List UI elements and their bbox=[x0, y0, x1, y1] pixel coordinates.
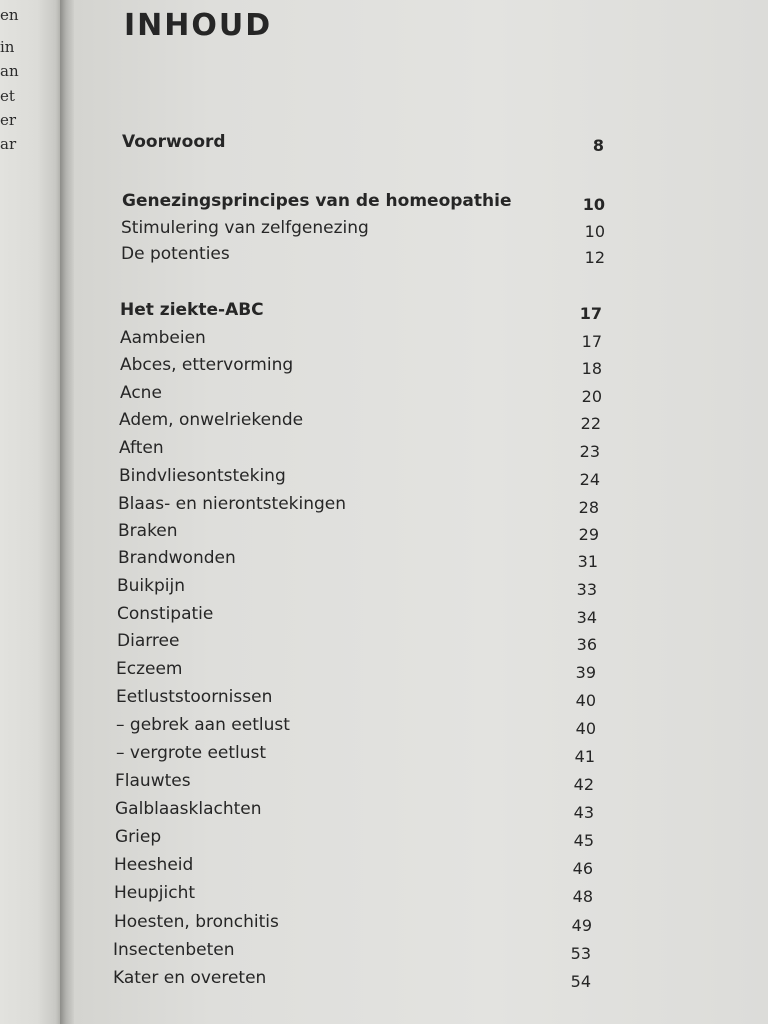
toc-entry bbox=[117, 604, 597, 628]
left-page-text-fragment: in bbox=[0, 38, 15, 56]
toc-entry bbox=[121, 218, 605, 242]
toc-entry-title: Heupjicht bbox=[114, 883, 196, 903]
page-title: INHOUD bbox=[124, 8, 273, 43]
toc-entry bbox=[113, 940, 591, 964]
book-gutter bbox=[60, 0, 74, 1024]
toc-entry bbox=[115, 827, 594, 851]
toc-page-number: 49 bbox=[571, 916, 592, 935]
toc-entry bbox=[119, 410, 601, 434]
table-of-contents-page bbox=[74, 0, 768, 1024]
toc-page-number: 33 bbox=[576, 580, 597, 599]
toc-entry bbox=[116, 743, 595, 767]
toc-entry bbox=[118, 521, 599, 545]
toc-entry-title: Griep bbox=[115, 827, 162, 847]
toc-entry-title: Buikpijn bbox=[117, 576, 186, 596]
toc-page-number: 17 bbox=[579, 304, 602, 323]
toc-page-number: 48 bbox=[572, 887, 593, 906]
toc-entry bbox=[115, 771, 594, 795]
toc-page-number: 54 bbox=[570, 972, 591, 991]
toc-entry-title: Bindvliesontsteking bbox=[119, 466, 286, 486]
toc-entry-title: Blaas- en nierontstekingen bbox=[118, 494, 347, 514]
toc-entry-title: Brandwonden bbox=[118, 548, 236, 568]
toc-entry bbox=[114, 883, 593, 907]
toc-entry bbox=[120, 383, 602, 407]
toc-entry-title: – gebrek aan eetlust bbox=[116, 715, 290, 735]
toc-entry-title: Het ziekte-ABC bbox=[120, 300, 264, 320]
toc-page-number: 40 bbox=[575, 691, 596, 710]
toc-page-number: 24 bbox=[579, 470, 600, 489]
left-page-text-fragment: er bbox=[0, 111, 17, 129]
left-page-text-fragment: ar bbox=[0, 135, 17, 153]
toc-page-number: 23 bbox=[579, 442, 600, 461]
toc-page-number: 36 bbox=[576, 635, 597, 654]
toc-entry-title: Voorwoord bbox=[122, 132, 226, 152]
toc-page-number: 29 bbox=[578, 525, 599, 544]
toc-entry bbox=[120, 328, 602, 352]
toc-entry bbox=[116, 687, 596, 711]
toc-entry-title: Abces, ettervorming bbox=[120, 355, 294, 375]
toc-entry-title: Heesheid bbox=[114, 855, 194, 875]
toc-entry bbox=[118, 494, 599, 518]
left-page-text-fragment: an bbox=[0, 62, 19, 80]
toc-entry bbox=[116, 659, 596, 683]
toc-entry-title: Adem, onwelriekende bbox=[119, 410, 304, 430]
toc-entry-title: Braken bbox=[118, 521, 178, 541]
toc-page-number: 53 bbox=[570, 944, 591, 963]
toc-entry bbox=[114, 855, 593, 879]
toc-entry-title: Flauwtes bbox=[115, 771, 191, 791]
toc-entry-title: Eczeem bbox=[116, 659, 183, 679]
toc-entry bbox=[118, 548, 598, 572]
toc-entry-title: Insectenbeten bbox=[113, 940, 235, 960]
toc-entry-title: Kater en overeten bbox=[113, 968, 267, 988]
toc-entry-title: Diarree bbox=[117, 631, 180, 651]
toc-page-number: 12 bbox=[584, 248, 605, 267]
toc-page-number: 10 bbox=[582, 195, 605, 214]
toc-page-number: 28 bbox=[578, 498, 599, 517]
toc-page-number: 17 bbox=[581, 332, 602, 351]
toc-entry bbox=[117, 576, 597, 600]
toc-page-number: 8 bbox=[592, 136, 604, 155]
toc-entry-title: Eetluststoornissen bbox=[116, 687, 273, 707]
toc-entry bbox=[119, 466, 600, 490]
toc-entry bbox=[117, 631, 597, 655]
toc-section-voorwoord bbox=[122, 132, 604, 156]
toc-entry-title: Aften bbox=[119, 438, 164, 458]
toc-page-number: 10 bbox=[584, 222, 605, 241]
toc-page-number: 39 bbox=[575, 663, 596, 682]
left-page-text-fragment: et bbox=[0, 87, 15, 105]
toc-page-number: 45 bbox=[573, 831, 594, 850]
toc-entry-title: – vergrote eetlust bbox=[116, 743, 267, 763]
toc-entry-title: Stimulering van zelfgenezing bbox=[121, 218, 369, 238]
toc-entry-title: Galblaasklachten bbox=[115, 799, 262, 819]
toc-page-number: 18 bbox=[581, 359, 602, 378]
toc-page-number: 42 bbox=[573, 775, 594, 794]
toc-entry-title: Aambeien bbox=[120, 328, 206, 348]
toc-entry bbox=[114, 912, 592, 936]
toc-page-number: 43 bbox=[573, 803, 594, 822]
toc-section-genezingsprincipes bbox=[122, 191, 605, 215]
left-page-text-fragment: en bbox=[0, 6, 19, 24]
toc-entry bbox=[119, 438, 600, 462]
toc-entry-title: Constipatie bbox=[117, 604, 214, 624]
toc-page-number: 20 bbox=[581, 387, 602, 406]
toc-page-number: 41 bbox=[574, 747, 595, 766]
toc-page-number: 46 bbox=[572, 859, 593, 878]
left-page bbox=[0, 0, 62, 1024]
toc-entry bbox=[120, 355, 602, 379]
toc-entry bbox=[113, 968, 591, 992]
toc-entry bbox=[116, 715, 596, 739]
toc-entry-title: Acne bbox=[120, 383, 162, 403]
toc-section-ziekte-abc bbox=[120, 300, 602, 324]
toc-page-number: 31 bbox=[577, 552, 598, 571]
toc-entry-title: De potenties bbox=[121, 244, 230, 264]
toc-entry-title: Genezingsprincipes van de homeopathie bbox=[122, 191, 512, 211]
toc-entry bbox=[121, 244, 605, 268]
toc-page-number: 22 bbox=[580, 414, 601, 433]
toc-page-number: 40 bbox=[575, 719, 596, 738]
toc-entry-title: Hoesten, bronchitis bbox=[114, 912, 279, 932]
toc-entry bbox=[115, 799, 594, 823]
toc-page-number: 34 bbox=[576, 608, 597, 627]
